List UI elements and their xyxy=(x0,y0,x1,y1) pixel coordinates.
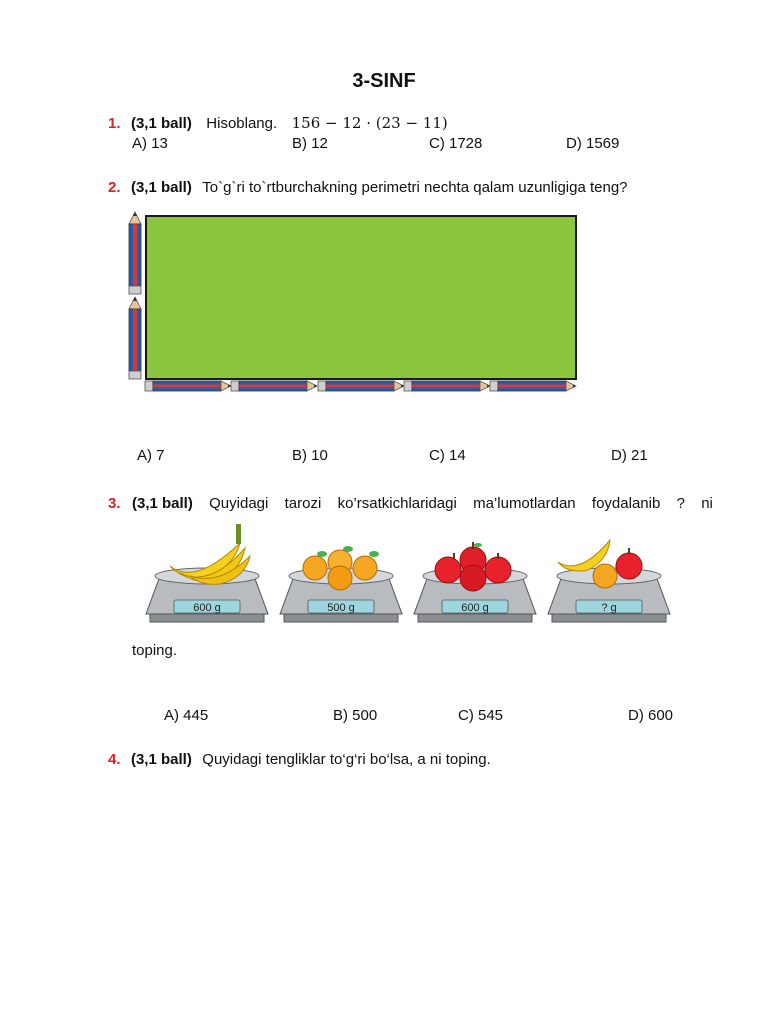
question-word: foydalanib xyxy=(591,495,661,512)
pencil-icon xyxy=(490,381,576,391)
scale-reading: 500 g xyxy=(327,602,355,614)
pencil-icon xyxy=(145,381,231,391)
pencil-icon xyxy=(404,381,490,391)
question-text-continued: toping. xyxy=(132,642,178,659)
pencil-icon xyxy=(231,381,317,391)
scale-reading: 600 g xyxy=(461,602,489,614)
option-c[interactable]: C) 545 xyxy=(458,707,504,724)
question-number: 1. xyxy=(108,115,121,132)
option-a[interactable]: A) 445 xyxy=(164,707,209,724)
pencils-figure xyxy=(120,210,590,395)
pencil-icon xyxy=(129,297,141,379)
option-c[interactable]: C) 1728 xyxy=(429,135,483,152)
question-points: (3,1 ball) xyxy=(130,115,192,132)
pencil-icon xyxy=(318,381,404,391)
question-number: 3. xyxy=(108,495,121,512)
scales-figure xyxy=(140,518,680,633)
question-3-text xyxy=(132,495,713,512)
question-text: Hisoblang. xyxy=(206,115,278,132)
question-word: ko’rsatkichlaridagi xyxy=(337,495,457,512)
scale-mixed xyxy=(548,540,670,622)
question-points: (3,1 ball) xyxy=(130,179,192,196)
question-2 xyxy=(108,179,628,197)
scale-apples xyxy=(414,542,536,622)
question-word: ni xyxy=(701,495,713,512)
option-b[interactable]: B) 12 xyxy=(292,135,328,152)
question-3-number xyxy=(108,495,121,513)
question-1 xyxy=(108,114,448,133)
question-points: (3,1 ball) xyxy=(132,495,193,512)
question-word: Quyidagi xyxy=(209,495,269,512)
option-d[interactable]: D) 21 xyxy=(611,447,648,464)
banana-icon xyxy=(170,524,250,584)
apple-icon xyxy=(616,548,642,579)
question-text: To`g`ri to`rtburchakning perimetri nechta qalam uzunligiga teng? xyxy=(202,179,628,196)
question-word: ma’lumotlardan xyxy=(473,495,576,512)
pencil-icon xyxy=(129,212,141,294)
option-c[interactable]: C) 14 xyxy=(429,447,466,464)
question-word: tarozi xyxy=(284,495,322,512)
question-word: ? xyxy=(676,495,685,512)
scale-reading: 600 g xyxy=(193,602,221,614)
question-4 xyxy=(108,751,491,769)
page-title: 3-SINF xyxy=(352,70,416,92)
question-text: Quyidagi tengliklar to‘g‘ri bo‘lsa, a ni toping. xyxy=(202,751,491,768)
question-number: 2. xyxy=(108,179,121,196)
question-number: 4. xyxy=(108,751,121,768)
scale-bananas xyxy=(146,524,268,622)
option-a[interactable]: A) 13 xyxy=(132,135,168,152)
option-a[interactable]: A) 7 xyxy=(137,447,165,464)
option-b[interactable]: B) 500 xyxy=(333,707,378,724)
option-d[interactable]: D) 1569 xyxy=(566,135,620,152)
scale-reading: ? g xyxy=(601,602,617,614)
option-b[interactable]: B) 10 xyxy=(292,447,328,464)
math-expression: 156 − 12 · (23 − 11) xyxy=(291,114,448,132)
orange-icon xyxy=(593,564,617,588)
option-d[interactable]: D) 600 xyxy=(628,707,674,724)
question-points: (3,1 ball) xyxy=(130,751,192,768)
scale-oranges xyxy=(280,546,402,622)
